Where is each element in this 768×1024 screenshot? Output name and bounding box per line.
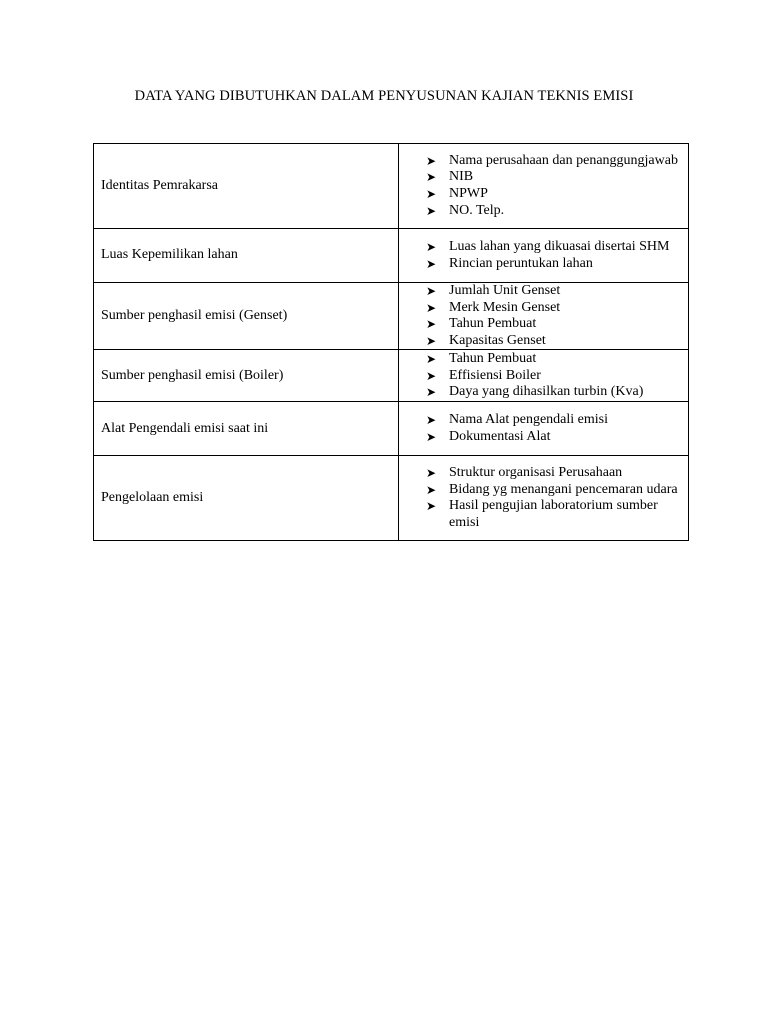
table-row — [94, 283, 689, 350]
list-item — [399, 203, 684, 220]
list-item — [399, 351, 684, 368]
item-text: Luas lahan yang dikuasai disertai SHM — [449, 238, 670, 254]
arrow-bullet-icon: ➤ — [426, 482, 437, 497]
row-items — [399, 229, 689, 283]
item-list — [399, 465, 688, 531]
arrow-bullet-icon: ➤ — [426, 368, 437, 383]
item-text: Nama Alat pengendali emisi — [449, 412, 609, 428]
table-row — [94, 456, 689, 541]
arrow-bullet-icon: ➤ — [426, 239, 437, 254]
item-text: NIB — [449, 169, 474, 185]
row-items — [399, 144, 689, 229]
item-text: Rincian peruntukan lahan — [449, 255, 593, 271]
item-text: Merk Mesin Genset — [449, 299, 561, 315]
item-text: Tahun Pembuat — [449, 350, 537, 366]
item-list — [399, 412, 688, 445]
list-item — [399, 465, 684, 482]
item-text: Tahun Pembuat — [449, 316, 537, 332]
arrow-bullet-icon: ➤ — [426, 284, 437, 298]
arrow-bullet-icon: ➤ — [426, 429, 437, 444]
item-text: Daya yang dihasilkan turbin (Kva) — [449, 384, 644, 400]
list-item — [399, 186, 684, 203]
list-item — [399, 239, 684, 256]
arrow-bullet-icon: ➤ — [426, 203, 437, 218]
list-item — [399, 368, 684, 385]
item-text: Dokumentasi Alat — [449, 428, 551, 444]
arrow-bullet-icon: ➤ — [426, 351, 437, 366]
item-text: NPWP — [449, 186, 488, 201]
row-label: Sumber penghasil emisi (Genset) — [94, 283, 399, 350]
arrow-bullet-icon: ➤ — [426, 499, 437, 514]
row-items — [399, 283, 689, 350]
list-item — [399, 169, 684, 186]
list-item — [399, 153, 684, 170]
list-item — [399, 429, 684, 446]
list-item — [399, 482, 684, 499]
item-text: NO. Telp. — [449, 202, 505, 218]
item-list — [399, 351, 688, 401]
list-item — [399, 333, 684, 350]
list-item — [399, 412, 684, 429]
arrow-bullet-icon: ➤ — [426, 153, 437, 168]
row-items — [399, 402, 689, 456]
row-label: Pengelolaan emisi — [94, 456, 399, 541]
table-row — [94, 144, 689, 229]
arrow-bullet-icon: ➤ — [426, 466, 437, 481]
row-label: Alat Pengendali emisi saat ini — [94, 402, 399, 456]
list-item — [399, 300, 684, 317]
item-text: Kapasitas Genset — [449, 332, 546, 348]
list-item — [399, 283, 684, 300]
list-item — [399, 498, 684, 531]
arrow-bullet-icon: ➤ — [426, 187, 437, 201]
requirements-table — [93, 143, 689, 541]
row-items — [399, 456, 689, 541]
page-title: DATA YANG DIBUTUHKAN DALAM PENYUSUNAN KAJIAN TEKNIS EMISI — [134, 88, 634, 104]
table-row — [94, 229, 689, 283]
item-text: Bidang yg menangani pencemaran udara — [449, 481, 678, 497]
arrow-bullet-icon: ➤ — [426, 170, 437, 185]
item-text: Effisiensi Boiler — [449, 367, 541, 383]
arrow-bullet-icon: ➤ — [426, 300, 437, 315]
item-text: Jumlah Unit Genset — [449, 283, 561, 298]
item-text: Nama perusahaan dan penanggungjawab — [449, 152, 678, 168]
item-text: Struktur organisasi Perusahaan — [449, 465, 623, 481]
table-row — [94, 350, 689, 402]
arrow-bullet-icon: ➤ — [426, 413, 437, 428]
arrow-bullet-icon: ➤ — [426, 333, 437, 348]
row-label: Sumber penghasil emisi (Boiler) — [94, 350, 399, 402]
list-item — [399, 256, 684, 273]
arrow-bullet-icon: ➤ — [426, 256, 437, 271]
row-label: Luas Kepemilikan lahan — [94, 229, 399, 283]
list-item — [399, 316, 684, 333]
arrow-bullet-icon: ➤ — [426, 317, 437, 332]
table-row — [94, 402, 689, 456]
item-list — [399, 153, 688, 219]
item-list — [399, 239, 688, 272]
list-item — [399, 384, 684, 401]
row-items — [399, 350, 689, 402]
item-text: Hasil pengujian laboratorium sumber emisi — [449, 498, 658, 530]
arrow-bullet-icon: ➤ — [426, 385, 437, 400]
row-label: Identitas Pemrakarsa — [94, 144, 399, 229]
item-list — [399, 283, 688, 349]
